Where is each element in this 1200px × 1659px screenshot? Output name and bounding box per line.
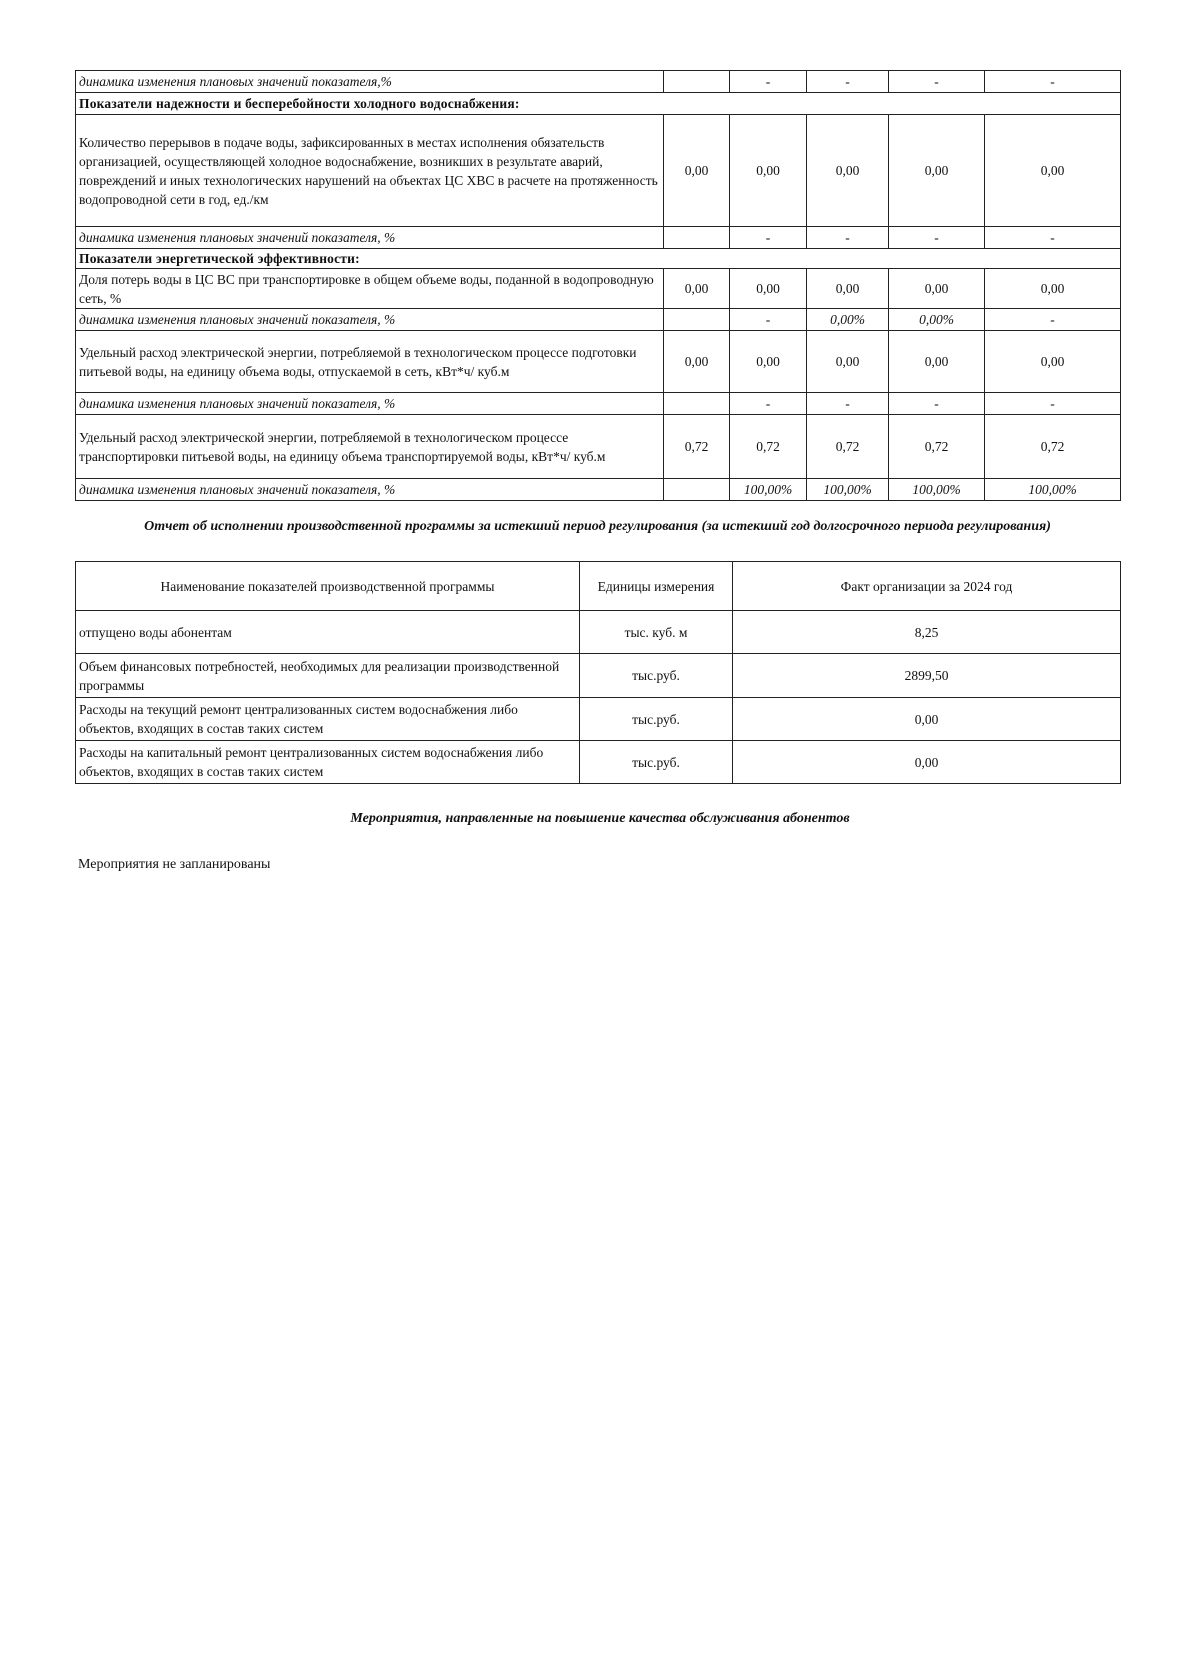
value-cell: 0,00 — [889, 115, 985, 227]
value-cell: - — [807, 71, 889, 93]
report-value-cell: 0,00 — [733, 741, 1121, 784]
report-value-cell: 2899,50 — [733, 654, 1121, 698]
indicator-row — [76, 331, 1121, 393]
value-cell: 0,72 — [664, 415, 730, 479]
value-cell: 0,00 — [807, 115, 889, 227]
indicator-row — [76, 115, 1121, 227]
value-cell: - — [889, 71, 985, 93]
value-cell: - — [730, 393, 807, 415]
value-cell — [664, 309, 730, 331]
indicator-label: Доля потерь воды в ЦС ВС при транспортировке в общем объеме воды, поданной в водопроводную сеть, % — [76, 269, 664, 309]
report-name-cell: Объем финансовых потребностей, необходимых для реализации производственной программы — [76, 654, 580, 698]
indicator-label: Удельный расход электрической энергии, потребляемой в технологическом процессе транспортировки питьевой воды, на единицу объема транспортируемой воды, кВт*ч/ куб.м — [76, 415, 664, 479]
report-value-cell: 8,25 — [733, 611, 1121, 654]
value-cell: 0,00% — [807, 309, 889, 331]
value-cell: 0,00 — [664, 331, 730, 393]
value-cell: 0,72 — [889, 415, 985, 479]
value-cell: 0,00 — [807, 331, 889, 393]
value-cell: - — [985, 393, 1121, 415]
value-cell: 0,00 — [664, 115, 730, 227]
value-cell — [664, 227, 730, 249]
value-cell: - — [889, 227, 985, 249]
value-cell: - — [985, 309, 1121, 331]
dynamics-row — [76, 71, 1121, 93]
report-row — [76, 611, 1121, 654]
value-cell: - — [985, 71, 1121, 93]
dynamics-label: динамика изменения плановых значений показателя, % — [76, 309, 664, 331]
indicators-table-body — [76, 71, 1121, 501]
dynamics-row — [76, 479, 1121, 501]
value-cell: 100,00% — [985, 479, 1121, 501]
section-heading: Показатели энергетической эффективности: — [76, 249, 1121, 269]
value-cell — [664, 71, 730, 93]
indicator-label: Удельный расход электрической энергии, потребляемой в технологическом процессе подготовки питьевой воды, на единицу объема воды, отпускаемой в сеть, кВт*ч/ куб.м — [76, 331, 664, 393]
value-cell: - — [985, 227, 1121, 249]
value-cell: 100,00% — [807, 479, 889, 501]
indicator-row — [76, 415, 1121, 479]
value-cell: 0,00 — [807, 269, 889, 309]
report-name-cell: отпущено воды абонентам — [76, 611, 580, 654]
report-table-body — [76, 611, 1121, 784]
value-cell: - — [889, 393, 985, 415]
value-cell: 0,72 — [807, 415, 889, 479]
report-unit-cell: тыс.руб. — [580, 654, 733, 698]
value-cell: 0,72 — [730, 415, 807, 479]
report-header-row — [76, 562, 1121, 611]
indicator-row — [76, 269, 1121, 309]
value-cell: 0,00 — [985, 115, 1121, 227]
value-cell — [664, 479, 730, 501]
report-row — [76, 654, 1121, 698]
value-cell: 0,00 — [730, 331, 807, 393]
dynamics-label: динамика изменения плановых значений показателя, % — [76, 393, 664, 415]
report-unit-cell: тыс.руб. — [580, 741, 733, 784]
report-row — [76, 698, 1121, 741]
report-name-cell: Расходы на капитальный ремонт централизованных систем водоснабжения либо объектов, входящих в состав таких систем — [76, 741, 580, 784]
report-heading: Отчет об исполнении производственной программы за истекший период регулирования (за истекший год долгосрочного периода регулирования) — [144, 519, 1051, 534]
dynamics-row — [76, 227, 1121, 249]
value-cell: - — [807, 227, 889, 249]
report-name-cell: Расходы на текущий ремонт централизованных систем водоснабжения либо объектов, входящих в состав таких систем — [76, 698, 580, 741]
report-header-fact: Факт организации за 2024 год — [733, 562, 1121, 611]
value-cell: 100,00% — [889, 479, 985, 501]
value-cell: 100,00% — [730, 479, 807, 501]
section-heading: Показатели надежности и бесперебойности холодного водоснабжения: — [76, 93, 1121, 115]
dynamics-label: динамика изменения плановых значений показателя,% — [76, 71, 664, 93]
value-cell: - — [807, 393, 889, 415]
dynamics-label: динамика изменения плановых значений показателя, % — [76, 479, 664, 501]
value-cell: 0,00 — [730, 115, 807, 227]
indicator-label: Количество перерывов в подаче воды, зафиксированных в местах исполнения обязательств организацией, осуществляющей холодное водоснабжение, возникших в результате аварий, повреждений и иных технологических нарушений на объектах ЦС ХВС в расчете на протяженность водопроводной сети в год, ед./км — [76, 115, 664, 227]
dynamics-row — [76, 309, 1121, 331]
value-cell — [664, 393, 730, 415]
value-cell: 0,72 — [985, 415, 1121, 479]
value-cell: 0,00 — [664, 269, 730, 309]
report-header-name: Наименование показателей производственной программы — [76, 562, 580, 611]
report-unit-cell: тыс. куб. м — [580, 611, 733, 654]
value-cell: - — [730, 227, 807, 249]
value-cell: 0,00 — [985, 269, 1121, 309]
value-cell: - — [730, 71, 807, 93]
report-value-cell: 0,00 — [733, 698, 1121, 741]
dynamics-row — [76, 393, 1121, 415]
value-cell: 0,00 — [889, 331, 985, 393]
value-cell: 0,00 — [889, 269, 985, 309]
value-cell: 0,00 — [730, 269, 807, 309]
measures-text: Мероприятия не запланированы — [78, 857, 271, 872]
value-cell: - — [730, 309, 807, 331]
report-row — [76, 741, 1121, 784]
report-table — [75, 561, 1121, 784]
value-cell: 0,00% — [889, 309, 985, 331]
measures-heading: Мероприятия, направленные на повышение качества обслуживания абонентов — [350, 811, 850, 826]
dynamics-label: динамика изменения плановых значений показателя, % — [76, 227, 664, 249]
value-cell: 0,00 — [985, 331, 1121, 393]
indicators-table — [75, 70, 1121, 501]
section-row — [76, 93, 1121, 115]
report-unit-cell: тыс.руб. — [580, 698, 733, 741]
section-row — [76, 249, 1121, 269]
report-header-unit: Единицы измерения — [580, 562, 733, 611]
